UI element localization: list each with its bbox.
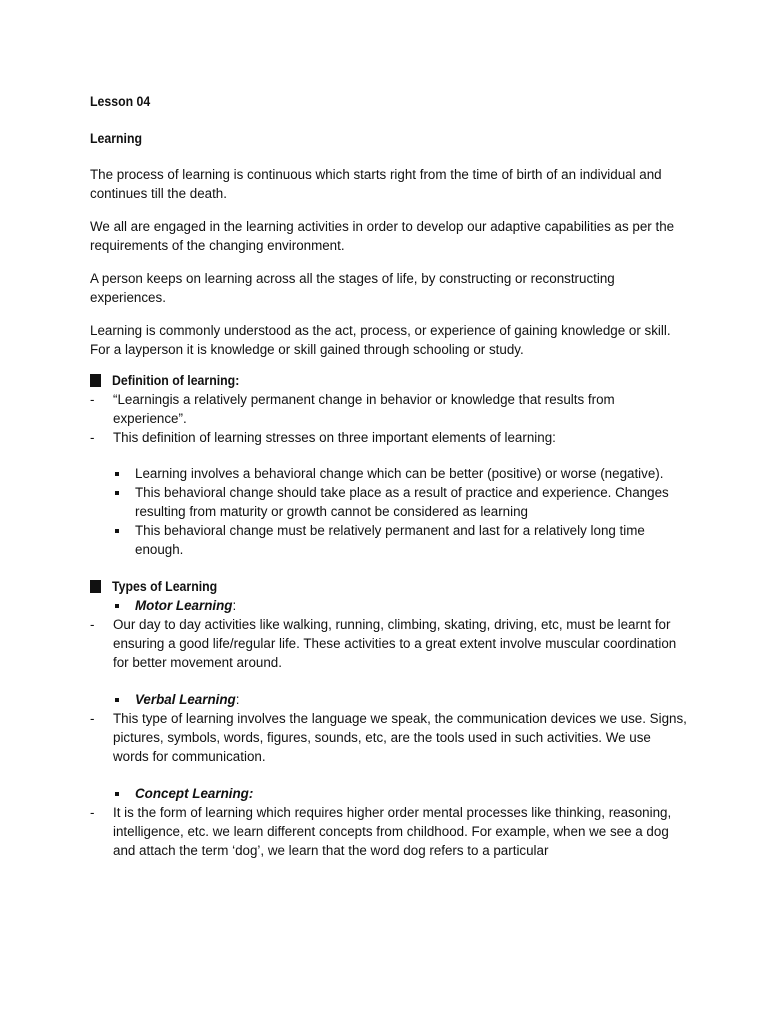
list-item: - “Learningis a relatively permanent change in behavior or knowledge that results from experience”.: [90, 390, 690, 428]
document-page: [90, 92, 690, 860]
list-item: - It is the form of learning which requires higher order mental processes like thinking, reasoning, intelligence, etc. we learn different concepts from childhood. For example, when we see a dog and attach the term ‘dog’, we learn that the word dog refers to a particular: [90, 803, 690, 860]
section-title: Definition of learning:: [112, 372, 240, 388]
definition-list: [90, 390, 690, 447]
paragraph-line: For a layperson it is knowledge or skill gained through schooling or study.: [90, 342, 524, 357]
verbal-learning-list: [90, 709, 690, 766]
concept-learning-heading: [90, 784, 690, 803]
list-item: This behavioral change should take place as a result of practice and experience. Changes resulting from maturity or growth cannot be considered as learning: [90, 483, 690, 521]
subsection-colon: :: [232, 598, 237, 613]
paragraph: The process of learning is continuous which starts right from the time of birth of an individual and continues till the death.: [90, 167, 662, 201]
subsection-title: Concept Learning:: [135, 786, 254, 801]
motor-learning-list: [90, 615, 690, 672]
elements-list: [90, 464, 690, 559]
motor-learning-heading: [90, 596, 690, 615]
page-title: Learning: [90, 130, 143, 146]
section-title: Types of Learning: [112, 578, 218, 594]
square-bullet-icon: [90, 580, 101, 593]
list-item: - This type of learning involves the language we speak, the communication devices we use. Signs, pictures, symbols, words, figures, sounds, etc, are the tools used in such activities. We use words for communication.: [90, 709, 690, 766]
paragraph: We all are engaged in the learning activities in order to develop our adaptive capabilities as per the requirements of the changing environment.: [90, 219, 675, 253]
list-item: - This definition of learning stresses on three important elements of learning:: [90, 428, 690, 447]
list-item: This behavioral change must be relatively permanent and last for a relatively long time enough.: [90, 521, 690, 559]
list-item: Learning involves a behavioral change which can be better (positive) or worse (negative).: [90, 464, 690, 483]
subsection-title: Verbal Learning: [135, 692, 236, 707]
verbal-learning-heading: [90, 690, 690, 709]
definition-heading: [90, 371, 690, 390]
paragraph: A person keeps on learning across all the stages of life, by constructing or reconstructing experiences.: [90, 271, 615, 305]
concept-learning-list: [90, 803, 690, 860]
subsection-colon: :: [235, 692, 240, 707]
subsection-title: Motor Learning: [135, 598, 233, 613]
types-heading: [90, 577, 690, 596]
list-item: - Our day to day activities like walking, running, climbing, skating, driving, etc, must be learnt for ensuring a good life/regular life. These activities to a great extent involve muscular coordination for better movement around.: [90, 615, 690, 672]
lesson-number: Lesson 04: [90, 93, 151, 109]
paragraph-line: Learning is commonly understood as the act, process, or experience of gaining knowledge or skill.: [90, 323, 671, 338]
paragraph: [90, 321, 690, 359]
square-bullet-icon: [90, 374, 101, 387]
